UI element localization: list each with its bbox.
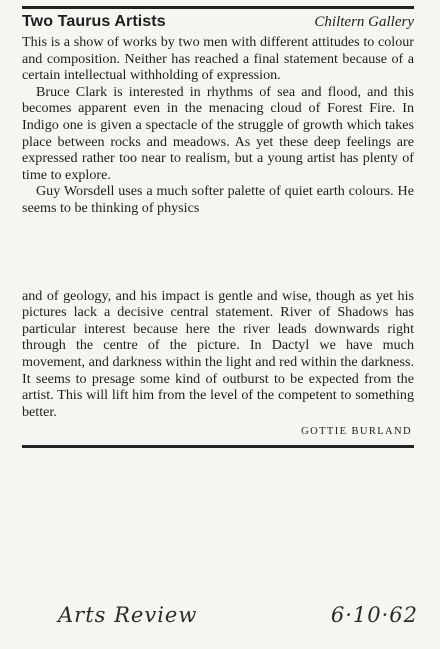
- paragraph-3: Guy Worsdell uses a much softer palette of quiet earth colours. He seems to be thinking of physics: [22, 183, 414, 216]
- top-rule: [22, 6, 414, 9]
- article-clipping: [22, 6, 414, 448]
- column-gap: [22, 217, 414, 288]
- byline: GOTTIE BURLAND: [301, 426, 412, 438]
- paragraph-2: Bruce Clark is interested in rhythms of sea and flood, and this becomes apparent even in the menacing cloud of Forest Fire. In Indigo one is given a spectacle of the struggle of growth which takes place between rocks and meadows. As yet these deep feelings are expressed rather too near to realism, but a young artist has plenty of time to explore.: [22, 83, 414, 183]
- gallery-name: Chiltern Gallery: [314, 14, 414, 30]
- article-header: [22, 13, 414, 31]
- bottom-rule: [22, 445, 414, 448]
- paragraph-4: and of geology, and his impact is gentle and wise, though as yet his pictures lack a decisive central statement. River of Shadows has particular interest because here the river leads downwards right through the centre of the picture. In Dactyl we have much movement, and darkness within the light and red within the darkness. It seems to presage some kind of outburst to be expected from the artist. This will lift him from the level of the competent to something better.: [22, 287, 414, 420]
- handwritten-date: 6·10·62: [330, 603, 418, 627]
- article-body: [22, 34, 414, 420]
- handwritten-source: Arts Review: [58, 603, 198, 627]
- paragraph-1: This is a show of works by two men with different attitudes to colour and composition. Neither has reached a final statement because of a certain intellectual withholding of expression.: [22, 34, 414, 84]
- article-title: Two Taurus Artists: [22, 13, 166, 30]
